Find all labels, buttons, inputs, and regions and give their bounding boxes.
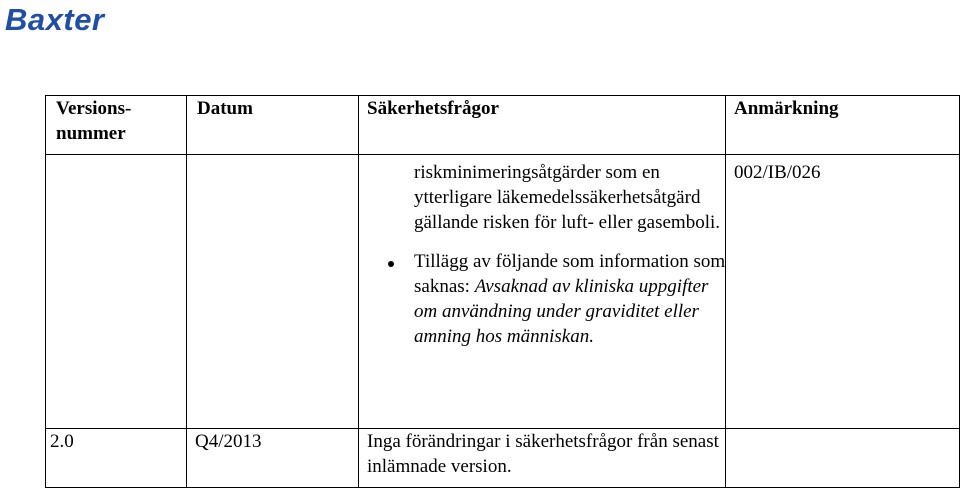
- svg-text:Baxter: Baxter: [5, 2, 105, 36]
- date-value: Q4/2013: [195, 431, 262, 452]
- row1-version-cell: [46, 155, 187, 429]
- bullet-text-block: [414, 249, 736, 349]
- row2-date-cell: [187, 429, 359, 488]
- baxter-logo: [3, 2, 153, 36]
- header-date-label: Datum: [197, 98, 253, 119]
- header-safety-concerns: [359, 96, 726, 155]
- row1-safety-cell: [359, 155, 726, 429]
- version-history-table: [45, 95, 960, 488]
- row2-remark-cell: [726, 429, 960, 488]
- header-remark-label: Anmärkning: [734, 98, 839, 119]
- bullet-italic-text: Avsaknad av kliniska uppgifter om användning under graviditet eller amning hos människan.: [414, 276, 709, 347]
- row1-remark-cell: [726, 155, 960, 429]
- version-value: 2.0: [50, 431, 74, 452]
- row1-date-cell: [187, 155, 359, 429]
- header-safety-label: Säkerhetsfrågor: [367, 98, 499, 119]
- remark-value: 002/IB/026: [734, 162, 821, 183]
- header-version: [46, 96, 187, 155]
- table-header-row: [46, 96, 960, 155]
- header-remark: [726, 96, 960, 155]
- header-date: [187, 96, 359, 155]
- safety-continuation-text: riskminimeringsåtgärder som en ytterligare läkemedelssäkerhetsåtgärd gällande risken för luft- eller gasemboli.: [414, 162, 721, 233]
- bullet-text: Tillägg av följande som information som saknas:: [414, 251, 726, 297]
- bullet-item: [388, 249, 725, 349]
- row2-version-cell: [46, 429, 187, 488]
- safety-value: Inga förändringar i säkerhetsfrågor från senast inlämnade version.: [367, 431, 719, 477]
- bullet-icon: [388, 261, 394, 267]
- table-row: [46, 429, 960, 488]
- table-row: [46, 155, 960, 429]
- header-version-label: Versions- nummer: [56, 98, 132, 144]
- row2-safety-cell: [359, 429, 726, 488]
